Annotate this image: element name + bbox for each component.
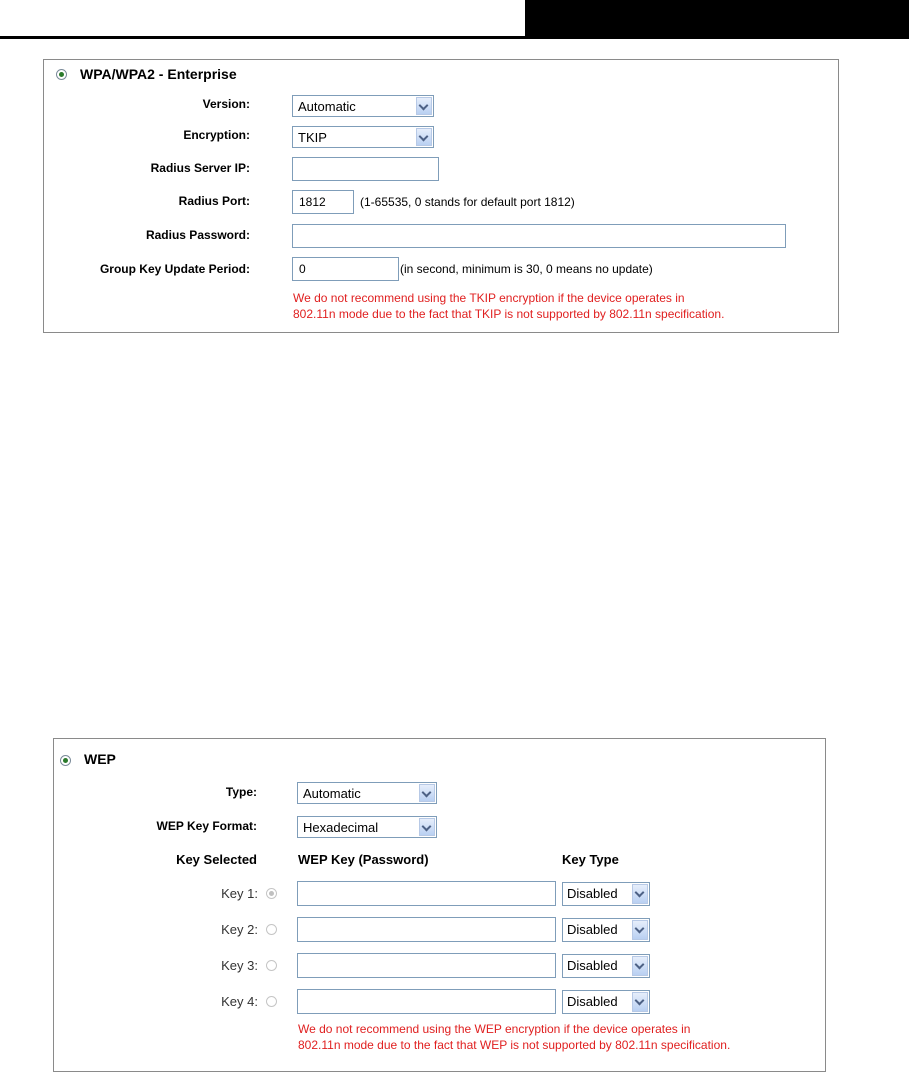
chevron-down-icon [416, 128, 432, 146]
wpa-enterprise-title: WPA/WPA2 - Enterprise [80, 66, 237, 82]
key-1-input[interactable] [297, 881, 556, 906]
chevron-down-icon [419, 818, 435, 836]
wep-key-header: WEP Key (Password) [298, 852, 429, 867]
encryption-label: Encryption: [183, 128, 250, 142]
key-3-type-select[interactable] [562, 954, 650, 978]
version-select[interactable] [292, 95, 434, 117]
key-4-input[interactable] [297, 989, 556, 1014]
radius-port-label: Radius Port: [178, 194, 250, 208]
wep-key-format-value: Hexadecimal [303, 820, 379, 835]
chevron-down-icon [419, 784, 435, 802]
wep-warning-line-2: 802.11n mode due to the fact that WEP is not supported by 802.11n specification. [298, 1038, 731, 1052]
chevron-down-icon [632, 992, 648, 1012]
radius-password-input[interactable] [292, 224, 786, 248]
key-4-radio[interactable] [266, 996, 277, 1007]
key-3-type-value: Disabled [567, 958, 618, 973]
key-1-type-value: Disabled [567, 886, 618, 901]
key-4-type-value: Disabled [567, 994, 618, 1009]
tkip-warning [293, 290, 724, 322]
wep-title: WEP [84, 751, 116, 767]
key-1-type-select[interactable] [562, 882, 650, 906]
key-3-input[interactable] [297, 953, 556, 978]
wep-warning-line-1: We do not recommend using the WEP encryption if the device operates in [298, 1022, 691, 1036]
wpa-enterprise-panel [43, 59, 839, 333]
wep-key-format-select[interactable] [297, 816, 437, 838]
group-key-update-period-input[interactable]: 0 [292, 257, 399, 281]
group-key-update-period-label: Group Key Update Period: [99, 262, 250, 276]
key-2-type-select[interactable] [562, 918, 650, 942]
header-bar [525, 0, 909, 38]
wep-key-format-label: WEP Key Format: [156, 819, 257, 833]
radius-port-input[interactable]: 1812 [292, 190, 354, 214]
key-2-type-value: Disabled [567, 922, 618, 937]
wep-type-value: Automatic [303, 786, 361, 801]
radius-server-ip-input[interactable] [292, 157, 439, 181]
version-label: Version: [202, 97, 250, 111]
chevron-down-icon [632, 956, 648, 976]
wep-type-select[interactable] [297, 782, 437, 804]
header-rule [0, 36, 909, 39]
key-4-type-select[interactable] [562, 990, 650, 1014]
tkip-warning-line-1: We do not recommend using the TKIP encryption if the device operates in [293, 291, 685, 305]
wep-type-label: Type: [225, 785, 257, 799]
key-1-radio[interactable] [266, 888, 277, 899]
chevron-down-icon [632, 920, 648, 940]
radius-server-ip-label: Radius Server IP: [150, 161, 250, 175]
wep-warning [298, 1021, 730, 1053]
key-selected-header: Key Selected [176, 852, 257, 867]
radius-password-label: Radius Password: [145, 228, 250, 242]
key-2-label: Key 2: [221, 922, 258, 937]
key-2-radio[interactable] [266, 924, 277, 935]
group-key-update-period-hint: (in second, minimum is 30, 0 means no update) [400, 262, 653, 276]
chevron-down-icon [632, 884, 648, 904]
tkip-warning-line-2: 802.11n mode due to the fact that TKIP is not supported by 802.11n specification. [293, 307, 725, 321]
radius-port-hint: (1-65535, 0 stands for default port 1812) [360, 195, 575, 209]
chevron-down-icon [416, 97, 432, 115]
wpa-enterprise-radio[interactable] [56, 69, 67, 80]
key-4-label: Key 4: [221, 994, 258, 1009]
key-3-label: Key 3: [221, 958, 258, 973]
key-type-header: Key Type [562, 852, 619, 867]
wep-radio[interactable] [60, 755, 71, 766]
wep-panel [53, 738, 826, 1072]
key-2-input[interactable] [297, 917, 556, 942]
key-1-label: Key 1: [221, 886, 258, 901]
encryption-select[interactable] [292, 126, 434, 148]
key-3-radio[interactable] [266, 960, 277, 971]
encryption-value: TKIP [298, 130, 327, 145]
version-value: Automatic [298, 99, 356, 114]
